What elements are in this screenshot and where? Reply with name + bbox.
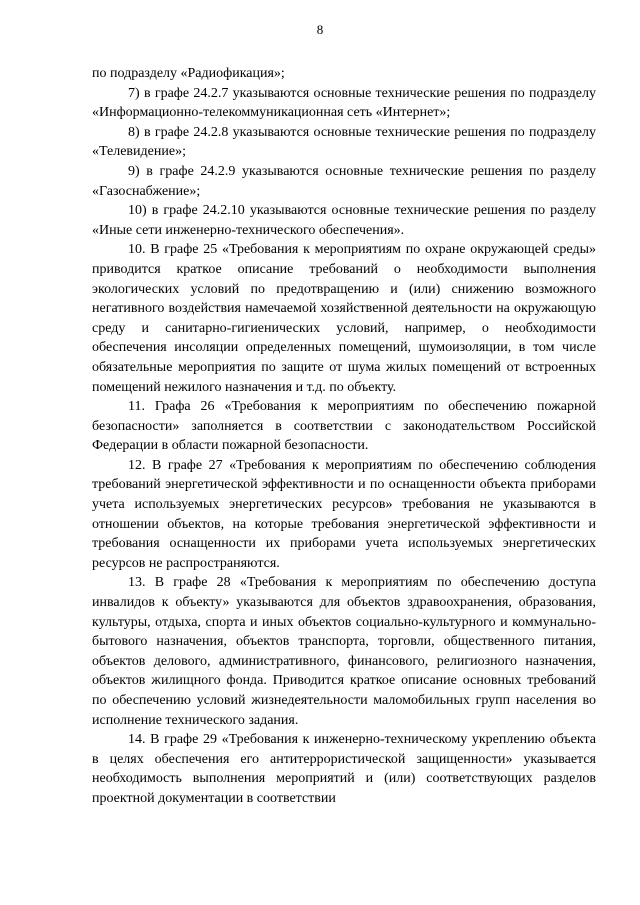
paragraph-continuation: по подразделу «Радиофикация»; bbox=[92, 66, 285, 81]
paragraph-item-7: 7) в графе 24.2.7 указываются основные технические решения по подразделу «Информационно-телекоммуникационная сеть «Интернет»; bbox=[92, 85, 596, 121]
document-body bbox=[92, 64, 596, 809]
paragraph-item-8: 8) в графе 24.2.8 указываются основные технические решения по подразделу «Телевидение»; bbox=[92, 124, 596, 160]
paragraph-item-9: 9) в графе 24.2.9 указываются основные технические решения по разделу «Газоснабжение»; bbox=[92, 163, 596, 199]
page-number: 8 bbox=[316, 22, 324, 37]
paragraph-12: 12. В графе 27 «Требования к мероприятиям по обеспечению соблюдения требований энергетической эффективности и по оснащенности объекта приборами учета используемых энергетических ресурсов» требования не указываются в отношении объектов, на которые требования энергетической эффективности и требования оснащенности их приборами учета используемых энергетических ресурсов не распространяются. bbox=[92, 457, 596, 571]
paragraph-item-10-sub: 10) в графе 24.2.10 указываются основные технические решения по разделу «Иные сети инженерно-технического обеспечения». bbox=[92, 203, 596, 238]
paragraph-11: 11. Графа 26 «Требования к мероприятиям по обеспечению пожарной безопасности» заполняется в соответствии с законодательством Российской Федерации в области пожарной безопасности. bbox=[92, 399, 596, 454]
paragraph-14: 14. В графе 29 «Требования к инженерно-техническому укреплению объекта в целях обеспечения его антитеррористической защищенности» указывается необходимость выполнения мероприятий и (или) соответствующих разделов проектной документации в соответствии bbox=[92, 732, 596, 806]
paragraph-13: 13. В графе 28 «Требования к мероприятиям по обеспечению доступа инвалидов к объекту» указываются для объектов здравоохранения, образования, культуры, отдыха, спорта и иных объектов социально-культурного и коммунально-бытового назначения, объектов транспорта, торговли, общественного питания, объектов делового, административного, финансового, религиозного назначения, объектов жилищного фонда. Приводится краткое описание основных требований по обеспечению условий жизнедеятельности маломобильных групп населения во исполнение технического задания. bbox=[92, 575, 596, 728]
paragraph-10: 10. В графе 25 «Требования к мероприятиям по охране окружающей среды» приводится краткое описание требований о необходимости выполнения экологических условий по предотвращению и (или) снижению возможного негативного воздействия намечаемой хозяйственной деятельности на окружающую среду и санитарно-гигиенических условий, например, о необходимости обеспечения инсоляции определенных помещений, шумоизоляции, в том числе обязательные мероприятия по защите от шума жилых помещений от встроенных помещений нежилого назначения и т.д. по объекту. bbox=[92, 242, 596, 395]
